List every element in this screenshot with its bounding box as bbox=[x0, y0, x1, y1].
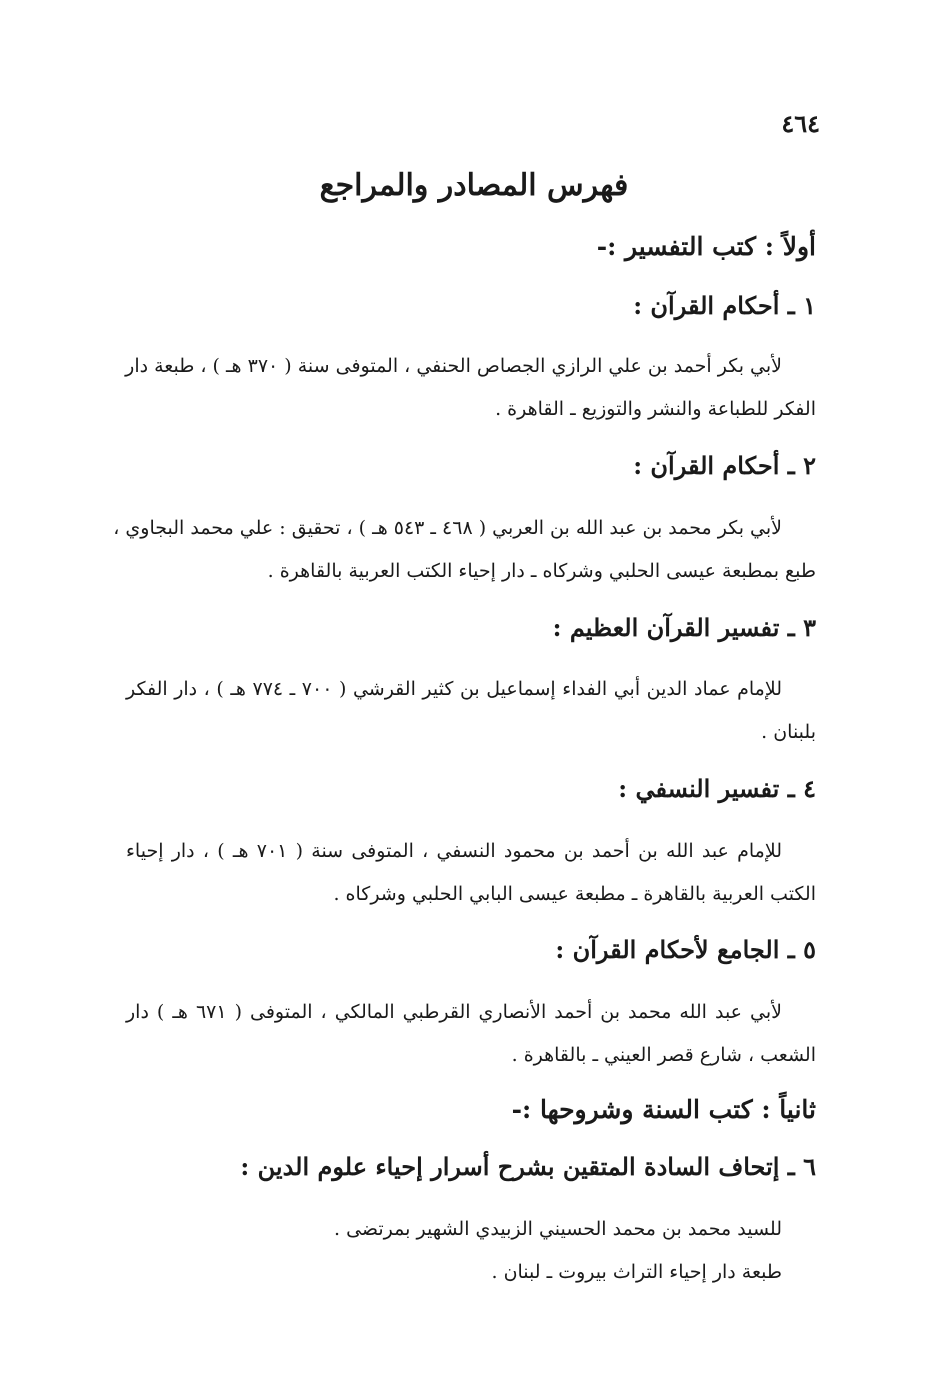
entry-line: لأبي بكر محمد بن عبد الله بن العربي ( ٤٦٨ ـ ٥٤٣ هـ ) ، تحقيق : علي محمد البجاوي ، bbox=[113, 517, 782, 539]
entry-heading-5: ٥ ـ الجامع لأحكام القرآن : bbox=[555, 935, 816, 964]
entry-line: لأبي عبد الله محمد بن أحمد الأنصاري القرطبي المالكي ، المتوفى ( ٦٧١ هـ ) دار bbox=[126, 1001, 782, 1023]
entry-heading-4: ٤ ـ تفسير النسفي : bbox=[618, 774, 816, 803]
entry-body-1 bbox=[126, 345, 816, 431]
entry-line: للإمام عبد الله بن أحمد بن محمود النسفي ، المتوفى سنة ( ٧٠١ هـ ) ، دار إحياء bbox=[126, 840, 782, 862]
entry-heading-2: ٢ ـ أحكام القرآن : bbox=[633, 451, 816, 480]
entry-line: طبعة دار إحياء التراث بيروت ـ لبنان . bbox=[491, 1261, 782, 1283]
entry-line: للسيد محمد بن محمد الحسيني الزبيدي الشهير بمرتضى . bbox=[334, 1218, 782, 1240]
section-heading-tafsir: أولاً : كتب التفسير :- bbox=[596, 232, 816, 261]
entry-line: الشعب ، شارع قصر العيني ـ بالقاهرة . bbox=[511, 1044, 816, 1066]
entry-line: الفكر للطباعة والنشر والتوزيع ـ القاهرة . bbox=[495, 398, 816, 420]
page-title: فهرس المصادر والمراجع bbox=[319, 168, 629, 203]
section-heading-sunnah: ثانياً : كتب السنة وشروحها :- bbox=[511, 1095, 816, 1124]
entry-line: للإمام عماد الدين أبي الفداء إسماعيل بن كثير القرشي ( ٧٠٠ ـ ٧٧٤ هـ ) ، دار الفكر bbox=[126, 678, 782, 700]
entry-heading-6: ٦ ـ إتحاف السادة المتقين بشرح أسرار إحياء علوم الدين : bbox=[240, 1152, 816, 1181]
entry-heading-3: ٣ ـ تفسير القرآن العظيم : bbox=[552, 613, 816, 642]
entry-line: طبع بمطبعة عيسى الحلبي وشركاه ـ دار إحياء الكتب العربية بالقاهرة . bbox=[267, 560, 816, 582]
entry-line: الكتب العربية بالقاهرة ـ مطبعة عيسى البابي الحلبي وشركاه . bbox=[333, 883, 816, 905]
entry-heading-1: ١ ـ أحكام القرآن : bbox=[633, 291, 816, 320]
entry-body-3 bbox=[126, 668, 816, 754]
entry-body-5 bbox=[126, 991, 816, 1077]
entry-body-4 bbox=[126, 830, 816, 916]
page-number: ٤٦٤ bbox=[781, 109, 820, 138]
entry-line: بلبنان . bbox=[761, 721, 816, 743]
entry-line: لأبي بكر أحمد بن علي الرازي الجصاص الحنفي ، المتوفى سنة ( ٣٧٠ هـ ) ، طبعة دار bbox=[125, 355, 782, 377]
entry-body-2 bbox=[113, 507, 816, 593]
entry-body-6 bbox=[126, 1208, 782, 1294]
